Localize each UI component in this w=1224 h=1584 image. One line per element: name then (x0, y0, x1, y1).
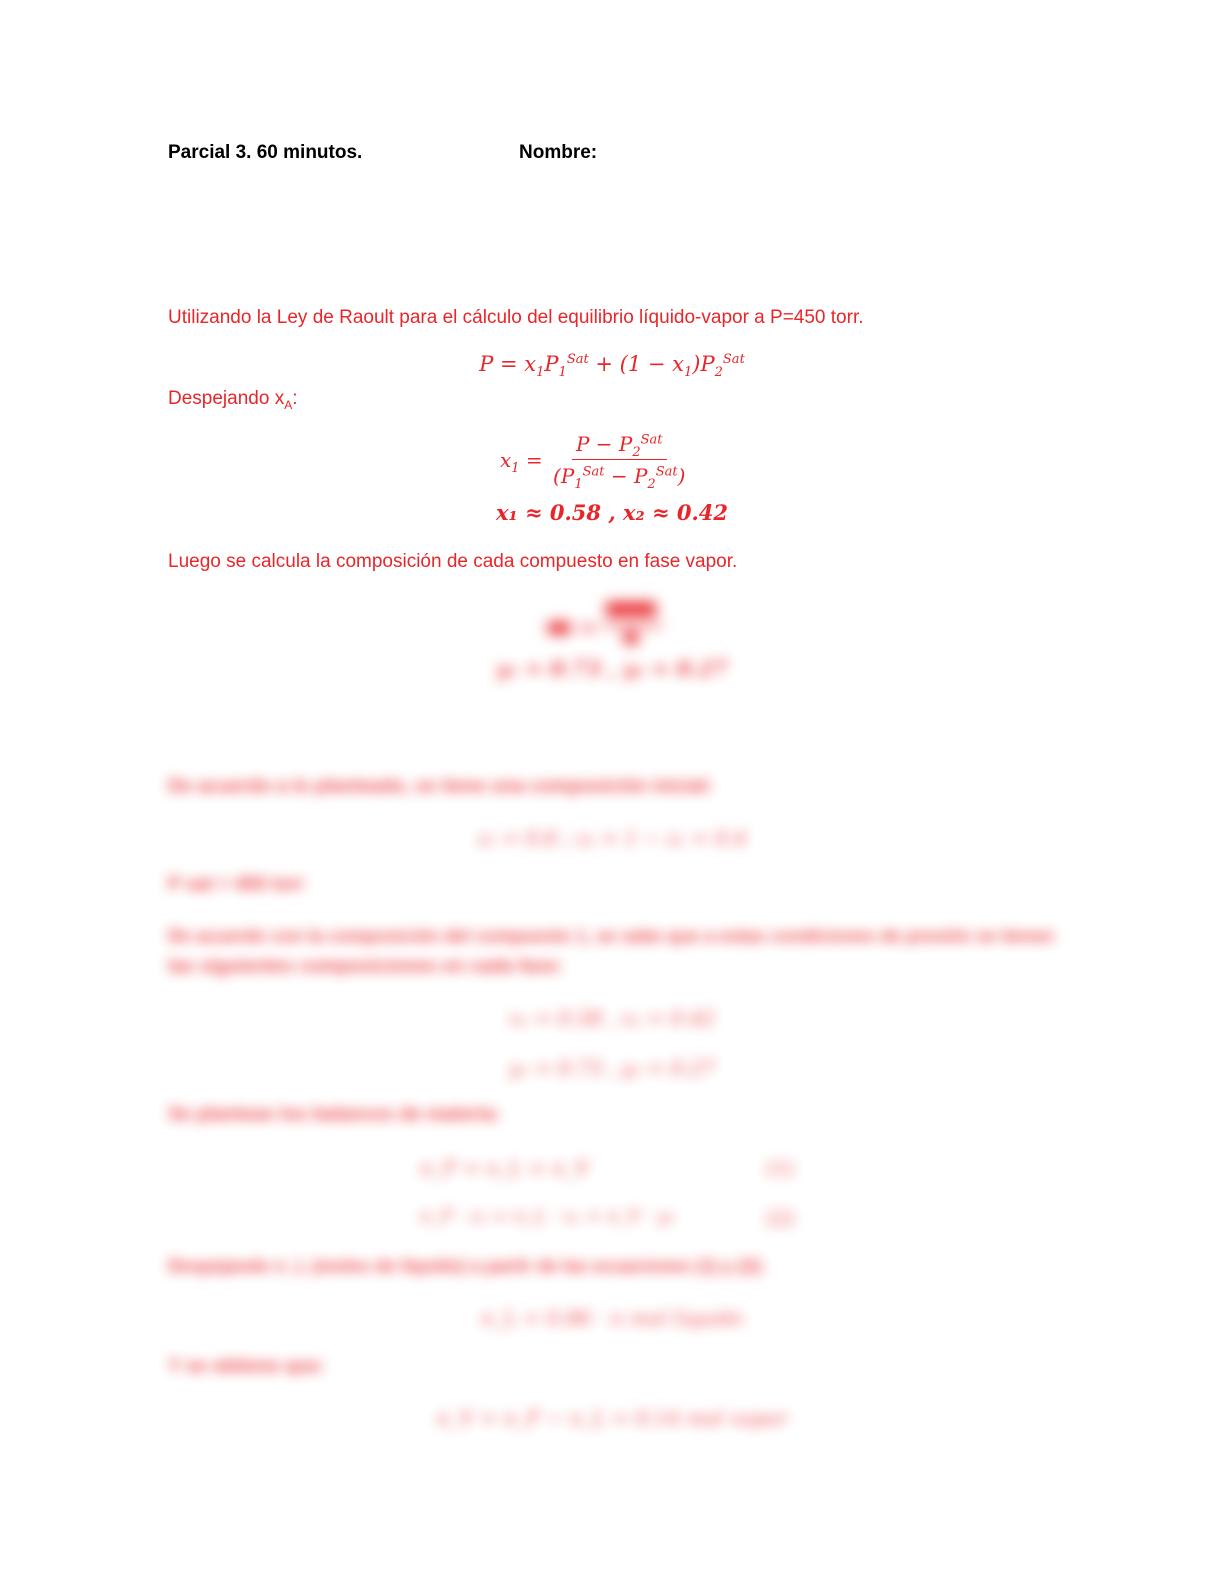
blurred-eq-nv: n_V = n_F − n_L = 0.14 mol vapor (436, 1406, 788, 1430)
blurred-line-initial: De acuerdo a lo planteado, se tiene una composición inicial: (168, 776, 713, 797)
exam-title: Parcial 3. 60 minutos. (168, 142, 363, 163)
blurred-eq-2-number: (2) (766, 1206, 795, 1230)
blurred-eq-2: n_F · z₁ = n_L · x₁ + n_V · y₁ (420, 1206, 676, 1227)
blurred-fraction-shape (548, 600, 668, 650)
blurred-eq-x: x₁ = 0.58 , x₂ = 0.42 (509, 1006, 715, 1030)
blurred-eq-z: z₁ = 0.6 ; z₂ = 1 − z₁ = 0.4 (477, 826, 747, 850)
intro-text: Utilizando la Ley de Raoult para el cálculo del equilibrio líquido-vapor a P=450 torr. (168, 307, 864, 328)
despejando-text: Despejando $x_A$: (168, 388, 298, 412)
blurred-eq-1: n_F = n_L + n_V (420, 1156, 590, 1180)
blurred-obtain-line: Y se obtiene que: (168, 1356, 325, 1377)
blurred-long-line-b: las siguientes composiciones en cada fase: (168, 956, 563, 977)
blurred-eq-nl: n_L = 0.86 · n mol líquido (481, 1306, 743, 1330)
blurred-balance-line: Se plantean los balances de materia: (168, 1104, 501, 1125)
raoult-equation: $P = x_1P_1^{Sat} + (1 - x_1)P_2^{Sat}$ (479, 352, 745, 381)
blurred-y-fraction (548, 600, 668, 650)
x1-fraction-equation: $x_1$ = $\frac{P - P_2^{Sat}}{(P_1^{Sat} - P_2^{Sat})}$ (500, 432, 686, 492)
x-result: x₁ ≈ 0.58 , x₂ ≈ 0.42 (495, 500, 729, 525)
blurred-eq-y: y₁ = 0.73 , y₂ = 0.27 (509, 1056, 715, 1080)
blurred-eq-1-number: (1) (766, 1156, 795, 1180)
blurred-y-result: y₁ ≈ 0.73 , y₂ ≈ 0.27 (496, 656, 728, 681)
blurred-long-line-a: De acuerdo con la composición del compuesto 1, se sabe que a estas condiciones de presión se tienen (168, 926, 1055, 946)
name-label: Nombre: (519, 142, 598, 163)
vapor-text: Luego se calcula la composición de cada compuesto en fase vapor. (168, 551, 738, 572)
blurred-solving-line: Despejando n_L (moles de líquido) a partir de las ecuaciones (1) y (2): (168, 1256, 766, 1276)
blurred-psat-line: P sat = 450 torr (168, 874, 305, 895)
